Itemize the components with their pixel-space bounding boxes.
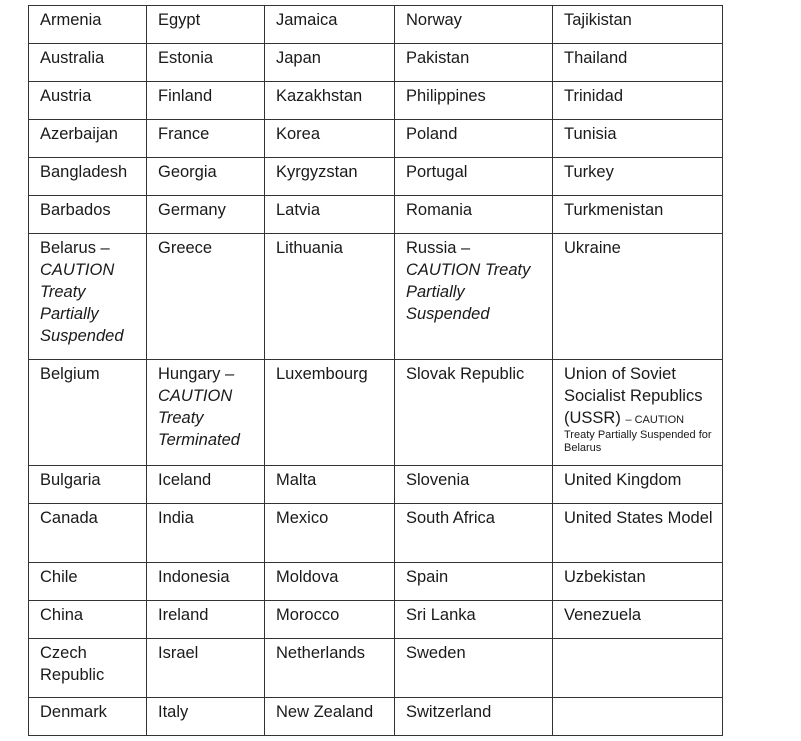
table-cell xyxy=(553,504,723,563)
treaty-countries-table xyxy=(28,5,723,736)
caution-note: – CAUTION xyxy=(625,414,685,426)
country-name: Belarus – xyxy=(40,239,110,257)
country-name: Czech Republic xyxy=(40,644,105,684)
table-cell xyxy=(29,82,147,120)
country-name: Moldova xyxy=(276,568,339,586)
country-name: China xyxy=(40,606,84,624)
table-cell xyxy=(395,504,553,563)
table-cell xyxy=(395,158,553,196)
table-cell xyxy=(395,6,553,44)
caution-note: Treaty Partially Suspended for Belarus xyxy=(564,429,712,454)
table-cell xyxy=(395,360,553,466)
country-name: Mexico xyxy=(276,509,329,527)
table-cell xyxy=(147,44,265,82)
country-name: Tunisia xyxy=(564,125,617,143)
country-name: Ukraine xyxy=(564,239,621,257)
table-cell xyxy=(29,234,147,360)
table-cell xyxy=(147,504,265,563)
country-name: United States Model xyxy=(564,509,713,527)
table-cell xyxy=(395,234,553,360)
table-cell xyxy=(395,82,553,120)
table-cell xyxy=(395,639,553,698)
table-cell xyxy=(553,44,723,82)
country-name: Slovak Republic xyxy=(406,365,525,383)
table-cell xyxy=(29,601,147,639)
country-name: Romania xyxy=(406,201,473,219)
table-cell xyxy=(395,601,553,639)
country-name: Tajikistan xyxy=(564,11,632,29)
country-name: Germany xyxy=(158,201,226,219)
country-name: Sri Lanka xyxy=(406,606,476,624)
country-name: South Africa xyxy=(406,509,495,527)
table-cell xyxy=(29,196,147,234)
table-row xyxy=(29,698,723,736)
country-name: Uzbekistan xyxy=(564,568,646,586)
table-cell xyxy=(553,82,723,120)
country-name: Trinidad xyxy=(564,87,623,105)
country-name: Greece xyxy=(158,239,213,257)
country-name: Russia – xyxy=(406,239,471,257)
country-name: Turkmenistan xyxy=(564,201,664,219)
table-row xyxy=(29,601,723,639)
table-cell xyxy=(553,466,723,504)
country-name: Morocco xyxy=(276,606,340,624)
table-cell xyxy=(29,698,147,736)
table-cell xyxy=(147,639,265,698)
table-row xyxy=(29,466,723,504)
table-cell xyxy=(147,698,265,736)
table-cell xyxy=(147,196,265,234)
table-row xyxy=(29,504,723,563)
table-cell xyxy=(395,466,553,504)
table-cell xyxy=(553,639,723,698)
table-row xyxy=(29,360,723,466)
table-cell xyxy=(265,466,395,504)
country-name: Australia xyxy=(40,49,105,67)
caution-note: CAUTION Treaty Partially Suspended xyxy=(40,261,124,345)
country-name: India xyxy=(158,509,194,527)
country-name: Estonia xyxy=(158,49,214,67)
table-cell xyxy=(147,158,265,196)
country-name: Israel xyxy=(158,644,199,662)
table-cell xyxy=(553,120,723,158)
country-name: Netherlands xyxy=(276,644,365,662)
country-name: Pakistan xyxy=(406,49,470,67)
caution-note: CAUTION Treaty Partially Suspended xyxy=(406,261,531,323)
table-cell xyxy=(395,563,553,601)
country-name: Bulgaria xyxy=(40,471,101,489)
table-cell xyxy=(395,698,553,736)
table-cell xyxy=(265,601,395,639)
table-cell xyxy=(265,504,395,563)
country-name: France xyxy=(158,125,210,143)
country-name: Denmark xyxy=(40,703,107,721)
country-name: Canada xyxy=(40,509,98,527)
country-name: Kazakhstan xyxy=(276,87,363,105)
country-name: Finland xyxy=(158,87,213,105)
table-cell xyxy=(553,563,723,601)
table-cell xyxy=(147,120,265,158)
country-name: Egypt xyxy=(158,11,201,29)
table-cell xyxy=(29,120,147,158)
table-row xyxy=(29,234,723,360)
table-row xyxy=(29,639,723,698)
country-name: Lithuania xyxy=(276,239,343,257)
country-name: United Kingdom xyxy=(564,471,682,489)
country-name: Japan xyxy=(276,49,321,67)
table-cell xyxy=(553,234,723,360)
table-cell xyxy=(395,44,553,82)
table-cell xyxy=(395,196,553,234)
table-row xyxy=(29,44,723,82)
country-name: Philippines xyxy=(406,87,486,105)
table-row xyxy=(29,6,723,44)
country-name: Sweden xyxy=(406,644,466,662)
table-row xyxy=(29,158,723,196)
country-name: Iceland xyxy=(158,471,212,489)
country-name: Jamaica xyxy=(276,11,338,29)
table-cell xyxy=(553,6,723,44)
country-name: Portugal xyxy=(406,163,468,181)
table-cell xyxy=(265,360,395,466)
country-name: Azerbaijan xyxy=(40,125,118,143)
country-name: Poland xyxy=(406,125,458,143)
table-cell xyxy=(29,44,147,82)
country-name: Malta xyxy=(276,471,317,489)
table-cell xyxy=(265,120,395,158)
country-name: Barbados xyxy=(40,201,111,219)
table-cell xyxy=(29,563,147,601)
country-name: Indonesia xyxy=(158,568,230,586)
table-cell xyxy=(265,196,395,234)
table-cell xyxy=(147,6,265,44)
country-name: Turkey xyxy=(564,163,614,181)
country-name: Georgia xyxy=(158,163,217,181)
table-cell xyxy=(147,466,265,504)
table-cell xyxy=(29,639,147,698)
country-name: Venezuela xyxy=(564,606,642,624)
table-cell xyxy=(265,639,395,698)
country-name: Slovenia xyxy=(406,471,470,489)
table-cell xyxy=(147,234,265,360)
table-cell xyxy=(265,82,395,120)
table-cell xyxy=(553,360,723,466)
country-name: Union of Soviet Socialist Republics (USSR) xyxy=(564,365,703,427)
table-cell xyxy=(265,44,395,82)
table-row xyxy=(29,120,723,158)
caution-note: CAUTION Treaty Terminated xyxy=(158,387,240,449)
table-cell xyxy=(147,563,265,601)
table-cell xyxy=(29,6,147,44)
country-name: Hungary – xyxy=(158,365,235,383)
table-row xyxy=(29,196,723,234)
table-cell xyxy=(553,698,723,736)
table-cell xyxy=(265,698,395,736)
country-name: Chile xyxy=(40,568,78,586)
country-name: Thailand xyxy=(564,49,628,67)
table-cell xyxy=(553,158,723,196)
country-name: Italy xyxy=(158,703,189,721)
country-name: Kyrgyzstan xyxy=(276,163,358,181)
table-cell xyxy=(29,504,147,563)
table-cell xyxy=(553,196,723,234)
country-name: Korea xyxy=(276,125,321,143)
country-name: Luxembourg xyxy=(276,365,368,383)
country-name: Austria xyxy=(40,87,92,105)
table-cell xyxy=(265,158,395,196)
table-row xyxy=(29,563,723,601)
table-cell xyxy=(147,601,265,639)
table-cell xyxy=(553,601,723,639)
table-cell xyxy=(265,563,395,601)
table-cell xyxy=(147,360,265,466)
country-name: Spain xyxy=(406,568,449,586)
table-cell xyxy=(395,120,553,158)
country-name: Armenia xyxy=(40,11,102,29)
table-cell xyxy=(29,466,147,504)
table-cell xyxy=(265,6,395,44)
country-name: Latvia xyxy=(276,201,321,219)
table-cell xyxy=(29,158,147,196)
country-name: Ireland xyxy=(158,606,209,624)
country-name: New Zealand xyxy=(276,703,374,721)
country-name: Norway xyxy=(406,11,462,29)
table-cell xyxy=(265,234,395,360)
country-name: Switzerland xyxy=(406,703,492,721)
table-row xyxy=(29,82,723,120)
table-cell xyxy=(29,360,147,466)
table-cell xyxy=(147,82,265,120)
country-name: Belgium xyxy=(40,365,100,383)
country-name: Bangladesh xyxy=(40,163,128,181)
